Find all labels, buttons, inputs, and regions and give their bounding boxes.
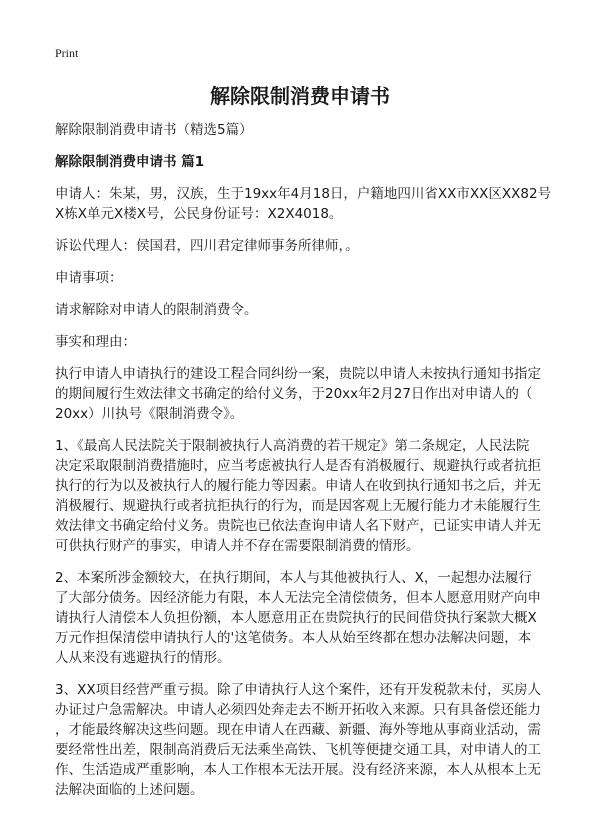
paragraph <box>55 300 555 320</box>
section-heading: 解除限制消费申请书 篇1 <box>55 154 205 170</box>
text-line: ，才能最终解决这些问题。现在申请人在西藏、新疆、海外等地从事商业活动，需 <box>55 722 541 738</box>
text-line: 决定采取限制消费措施时，应当考虑被执行人是否有消极履行、规避执行或者抗拒 <box>55 458 541 474</box>
text-line: 效法律文书确定给付义务。贵院也已依法查询申请人名下财产，已证实申请人并无 <box>55 518 541 534</box>
text-line: 请执行人清偿本人负担份额，本人愿意用正在贵院执行的民间借贷执行案款大概X <box>55 610 537 626</box>
document-title: 解除限制消费申请书 <box>210 84 390 108</box>
paragraph <box>55 680 555 800</box>
text-line: 办证过户急需解决。申请人必须四处奔走去不断开拓收入来源。只有具备偿还能力 <box>55 702 541 718</box>
text-line: 法解决面临的上述问题。 <box>55 782 204 798</box>
print-link[interactable]: Print <box>55 46 79 60</box>
text-line: 2、本案所涉金额较大，在执行期间，本人与其他被执行人、X，一起想办法履行 <box>55 570 532 586</box>
document-subtitle: 解除限制消费申请书（精选5篇） <box>55 122 253 138</box>
paragraph <box>55 568 555 668</box>
text-line: 要经常性出差，限制高消费后无法乘坐高铁、飞机等便捷交通工具，对申请人的工 <box>55 742 541 758</box>
text-line: 20xx）川执号《限制消费令》。 <box>55 406 244 422</box>
text-line: X栋X单元X楼X号，公民身份证号：X2X4018。 <box>55 206 343 222</box>
paragraph <box>55 364 555 424</box>
text-line: 的期间履行生效法律文书确定的给付义务，于20xx年2月27日作出对申请人的（ <box>55 386 533 402</box>
text-line: 执行的行为以及被执行人的履行能力等因素。申请人在收到执行通知书之后，并无 <box>55 478 541 494</box>
paragraph <box>55 184 555 224</box>
paragraph <box>55 436 555 556</box>
text-line: 万元作担保清偿申请执行人的'这笔债务。本人从始至终都在想办法解决问题，本 <box>55 630 532 646</box>
paragraph <box>55 268 555 288</box>
text-line: 执行申请人申请执行的建设工程合同纠纷一案，贵院以申请人未按执行通知书指定 <box>55 366 541 382</box>
text-line: 诉讼代理人：侯国君，四川君定律师事务所律师，。 <box>55 238 359 254</box>
text-line: 作、生活造成严重影响，本人工作根本无法开展。没有经济来源，本人从根本上无 <box>55 762 541 778</box>
text-line: 1、《最高人民法院关于限制被执行人高消费的若干规定》第二条规定，人民法院 <box>55 438 530 454</box>
text-line: 了大部分债务。因经济能力有限，本人无法完全清偿债务，但本人愿意用财产向申 <box>55 590 541 606</box>
text-line: 可供执行财产的事实，申请人并不存在需要限制消费的情形。 <box>55 538 420 554</box>
paragraphs <box>55 184 555 800</box>
text-line: 人从来没有逃避执行的情形。 <box>55 650 231 666</box>
text-line: 事实和理由： <box>55 334 136 350</box>
paragraph <box>55 332 555 352</box>
document-body <box>55 120 555 812</box>
text-line: 请求解除对申请人的限制消费令。 <box>55 302 258 318</box>
text-line: 申请事项： <box>55 270 123 286</box>
paragraph <box>55 236 555 256</box>
text-line: 消极履行、规避执行或者抗拒执行的行为，而是因客观上无履行能力才未能履行生 <box>55 498 541 514</box>
text-line: 申请人：朱某，男，汉族，生于19xx年4月18日，户籍地四川省XX市XX区XX82号 <box>55 186 552 202</box>
text-line: 3、XX项目经营严重亏损。除了申请执行人这个案件，还有开发税款未付，买房人 <box>55 682 542 698</box>
